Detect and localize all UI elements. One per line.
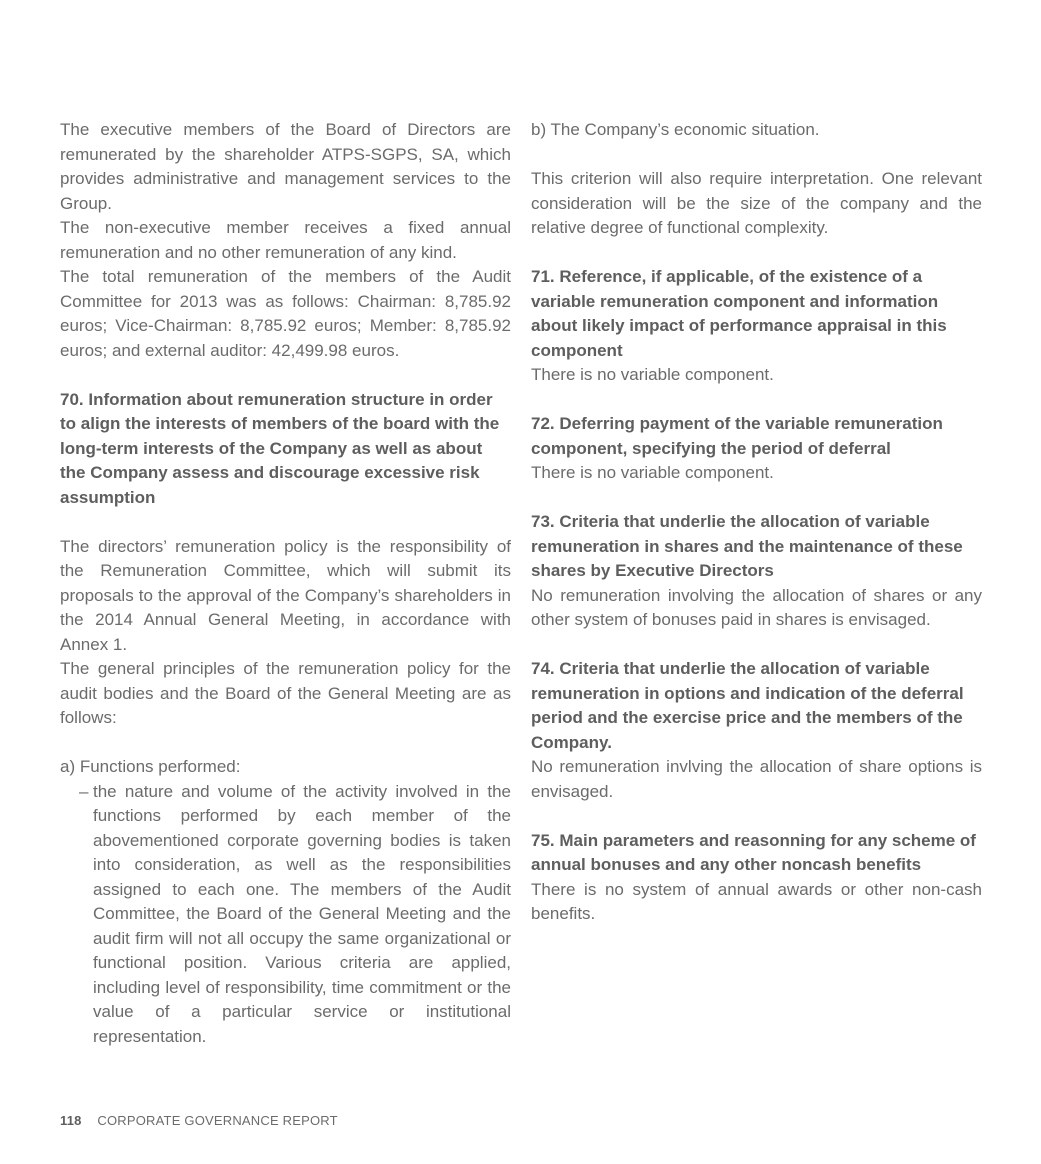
list-label-functions-performed: a) Functions performed:	[60, 757, 241, 776]
left-column	[60, 118, 511, 1049]
spacer	[531, 486, 982, 511]
heading-section-71: 71. Reference, if applicable, of the existence of a variable remuneration component and information about likely impact of performance appraisal in this component	[531, 267, 947, 360]
paragraph-section-72: There is no variable component.	[531, 463, 774, 482]
page-footer	[60, 1111, 338, 1131]
dash-bullet: –	[79, 781, 89, 801]
paragraph-non-executive-remuneration: The non-executive member receives a fixed annual remuneration and no other remuneration of any kind.	[60, 218, 511, 262]
paragraph-remuneration-policy: The directors’ remuneration policy is the responsibility of the Remuneration Committee, which will submit its proposals to the approval of the Company’s shareholders in the 2014 Annual General Meeting, in accordance with Annex 1.	[60, 536, 511, 654]
paragraph-audit-committee-remuneration: The total remuneration of the members of the Audit Committee for 2013 was as follows: Chairman: 8,785.92 euros; Vice-Chairman: 8,785.92 euros; Member: 8,785.92 euros; and external auditor: 42,499.98 euros.	[60, 267, 511, 360]
heading-section-72: 72. Deferring payment of the variable remuneration component, specifying the period of deferral	[531, 414, 943, 458]
list-item-text: the nature and volume of the activity involved in the functions performed by each member of the abovementioned corporate governing bodies is taken into consideration, as well as the responsibilities assigned to each one. The members of the Audit Committee, the Board of the General Meeting and the audit firm will not all occupy the same organizational or functional position. Various criteria are applied, including level of responsibility, time commitment or the value of a particular service or institutional representation.	[93, 781, 511, 1046]
paragraph-general-principles: The general principles of the remuneration policy for the audit bodies and the Board of the General Meeting are as follows:	[60, 659, 511, 727]
paragraph-executive-remuneration: The executive members of the Board of Directors are remunerated by the shareholder ATPS-SGPS, SA, which provides administrative and management services to the Group.	[60, 120, 511, 213]
paragraph-section-75: There is no system of annual awards or other non-cash benefits.	[531, 879, 982, 923]
paragraph-section-71: There is no variable component.	[531, 365, 774, 384]
footer-title: CORPORATE GOVERNANCE REPORT	[97, 1113, 338, 1128]
spacer	[531, 143, 982, 168]
paragraph-criterion-interpretation: This criterion will also require interpretation. One relevant consideration will be the size of the company and the relative degree of functional complexity.	[531, 169, 982, 237]
spacer	[531, 633, 982, 658]
spacer	[531, 804, 982, 829]
right-column	[531, 118, 982, 927]
paragraph-section-74: No remuneration invlving the allocation of share options is envisaged.	[531, 757, 982, 801]
spacer	[60, 510, 511, 535]
heading-section-75: 75. Main parameters and reasonning for any scheme of annual bonuses and any other noncash benefits	[531, 830, 976, 874]
list-item-functions	[60, 780, 511, 1050]
spacer	[60, 363, 511, 388]
heading-section-73: 73. Criteria that underlie the allocation of variable remuneration in shares and the maintenance of these shares by Executive Directors	[531, 512, 963, 580]
spacer	[531, 241, 982, 266]
page-number: 118	[60, 1113, 82, 1128]
list-label-economic-situation: b) The Company’s economic situation.	[531, 120, 820, 139]
heading-section-74: 74. Criteria that underlie the allocation of variable remuneration in options and indication of the deferral period and the exercise price and the members of the Company.	[531, 659, 964, 752]
spacer	[531, 388, 982, 413]
paragraph-section-73: No remuneration involving the allocation of shares or any other system of bonuses paid in shares is envisaged.	[531, 585, 982, 629]
heading-section-70: 70. Information about remuneration structure in order to align the interests of members of the board with the long-term interests of the Company as well as about the Company assess and discourage excessive risk assumption	[60, 389, 500, 507]
spacer	[60, 731, 511, 756]
